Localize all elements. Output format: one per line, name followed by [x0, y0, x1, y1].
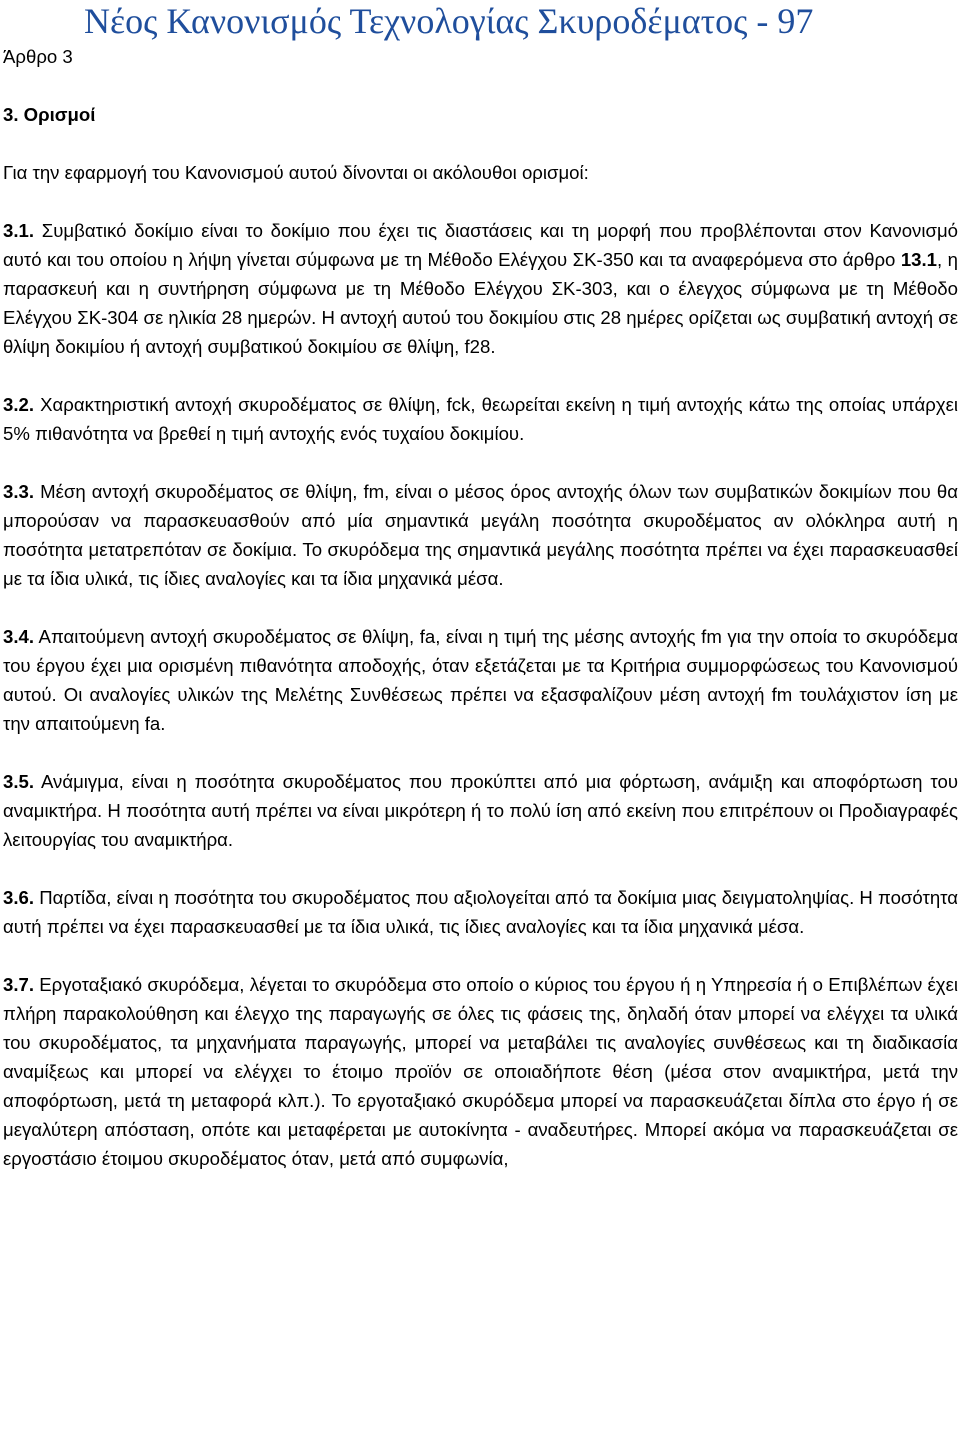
definition-number: 3.4. — [3, 626, 35, 647]
definition-text: Συμβατικό δοκίμιο είναι το δοκίμιο που έχει τις διαστάσεις και τη μορφή που προβλέπονται στον Κανονισμό αυτό και του οποίου η λήψη γίνεται σύμφωνα με τη Μέθοδο Ελέγχου ΣΚ-350 και τα αναφερόμενα στο άρθρο — [3, 220, 958, 270]
article-label: Άρθρο 3 — [3, 46, 73, 67]
definition-number: 3.3. — [3, 481, 35, 502]
definition-text: Παρτίδα, είναι η ποσότητα του σκυροδέματος που αξιολογείται από τα δοκίμια μιας δειγματοληψίας. Η ποσότητα αυτή πρέπει να έχει παρασκευασθεί με τα ίδια υλικά, τις ίδιες αναλογίες και τα ίδια μηχανικά μέσα. — [3, 887, 958, 937]
definition-text: Εργοταξιακό σκυρόδεμα, λέγεται το σκυρόδεμα στο οποίο ο κύριος του έργου ή η Υπηρεσία ή ο Επιβλέπων έχει πλήρη παρακολούθηση και έλεγχο της παραγωγής σε όλες τις φάσεις της, δηλαδή όταν μπορεί να ελέγχει τα υλικά του σκυροδέματος, τα μηχανήματα παραγωγής, μπορεί να μεταβάλει τις αναλογίες συνθέσεως και τη διαδικασία αναμίξεως και μπορεί να ελέγχει το έτοιμο προϊόν σε οποιαδήποτε θέση (μέσα στον αναμικτήρα, μετά την αποφόρτωση, μετά τη μεταφορά κλπ.). Το εργοταξιακό σκυρόδεμα μπορεί να παρασκευάζεται δίπλα στο έργο ή σε μεγαλύτερη απόσταση, οπότε και μεταφέρεται με αυτοκίνητα - αναδευτήρες. Μπορεί ακόμα να παρασκευάζεται σε εργοστάσιο έτοιμου σκυροδέματος όταν, μετά από συμφωνία, — [3, 974, 958, 1169]
definition-3-6 — [3, 883, 958, 941]
definition-3-4 — [3, 622, 958, 738]
document-body — [3, 42, 958, 1202]
definition-3-1 — [3, 216, 958, 361]
definition-number: 3.2. — [3, 394, 35, 415]
intro-paragraph: Για την εφαρμογή του Κανονισμού αυτού δίνονται οι ακόλουθοι ορισμοί: — [3, 162, 589, 183]
definition-number: 3.5. — [3, 771, 35, 792]
definition-3-2 — [3, 390, 958, 448]
definition-text: Ανάμιγμα, είναι η ποσότητα σκυροδέματος που προκύπτει από μια φόρτωση, ανάμιξη και αποφόρτωση του αναμικτήρα. Η ποσότητα αυτή πρέπει να είναι μικρότερη ή το πολύ ίση από εκείνη που επιτρέπουν οι Προδιαγραφές λειτουργίας του αναμικτήρα. — [3, 771, 958, 850]
definition-3-7 — [3, 970, 958, 1173]
definition-number: 3.6. — [3, 887, 35, 908]
section-title: 3. Ορισμοί — [3, 104, 96, 125]
definition-3-5 — [3, 767, 958, 854]
definition-number: 3.7. — [3, 974, 35, 995]
definition-text: Μέση αντοχή σκυροδέματος σε θλίψη, fm, είναι ο μέσος όρος αντοχής όλων των συμβατικών δοκιμίων που θα μπορούσαν να παρασκευασθούν από μία σημαντικά μεγάλη ποσότητα σκυροδέματος αν ολόκληρα αυτή η ποσότητα μετατρεπόταν σε δοκίμια. Το σκυρόδεμα της σημαντικά μεγάλης ποσότητα πρέπει να έχει παρασκευασθεί με τα ίδια υλικά, τις ίδιες αναλογίες και τα ίδια μηχανικά μέσα. — [3, 481, 958, 589]
definition-text: Απαιτούμενη αντοχή σκυροδέματος σε θλίψη, fa, είναι η τιμή της μέσης αντοχής fm για την οποία το σκυρόδεμα του έργου έχει μια ορισμένη πιθανότητα αποδοχής, όταν εξετάζεται με τα Κριτήρια συμμορφώσεως του Κανονισμού αυτού. Οι αναλογίες υλικών της Μελέτης Συνθέσεως πρέπει να εξασφαλίζουν μέση αντοχή fm τουλάχιστον ίση με την απαιτούμενη fa. — [3, 626, 958, 734]
definition-number: 3.1. — [3, 220, 35, 241]
definition-text: , η παρασκευή και η συντήρηση σύμφωνα με τη Μέθοδο Ελέγχου ΣΚ-303, και ο έλεγχος σύμφωνα με τη Μέθοδο Ελέγχου ΣΚ-304 σε ηλικία 28 ημερών. Η αντοχή αυτού του δοκιμίου στις 28 ημέρες ορίζεται ως συμβατική αντοχή σε θλίψη δοκιμίου ή αντοχή συμβατικού δοκιμίου σε θλίψη, f28. — [3, 249, 959, 357]
definition-text: Χαρακτηριστική αντοχή σκυροδέματος σε θλίψη, fck, θεωρείται εκείνη η τιμή αντοχής κάτω της οποίας υπάρχει 5% πιθανότητα να βρεθεί η τιμή αντοχής ενός τυχαίου δοκιμίου. — [3, 394, 958, 444]
document-title: Νέος Κανονισμός Τεχνολογίας Σκυροδέματος - 97 — [84, 1, 814, 41]
article-reference: 13.1 — [900, 249, 938, 270]
definition-3-3 — [3, 477, 958, 593]
